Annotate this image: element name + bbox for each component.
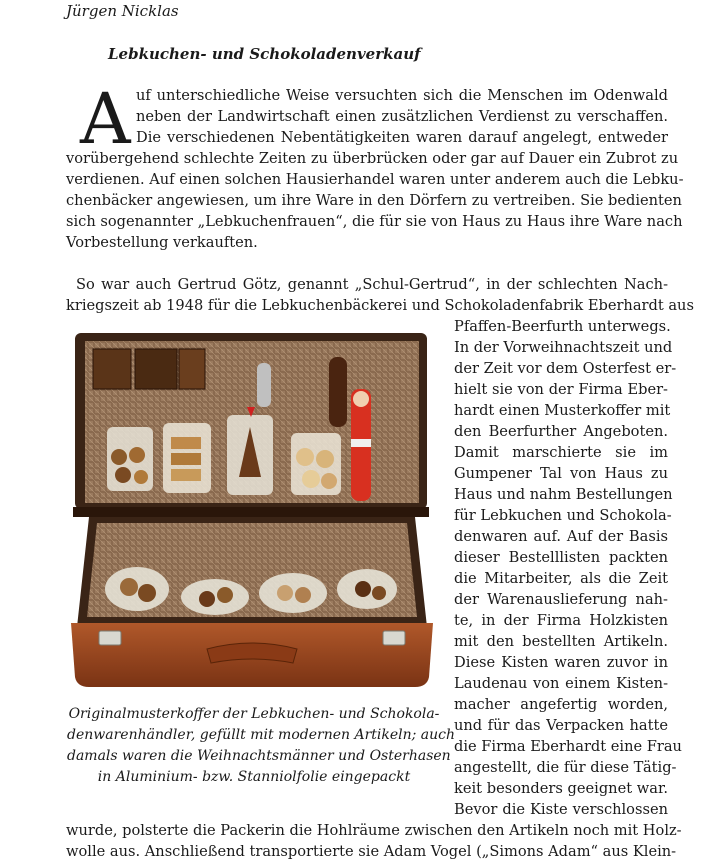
left-latch	[99, 631, 121, 645]
text-line: uf unterschiedliche Weise versuchten sich die Menschen im Odenwald	[136, 87, 668, 104]
text-line: hardt einen Musterkoffer mit	[454, 402, 671, 419]
text-line: für Lebkuchen und Schokola-	[454, 507, 672, 524]
text-line: vorübergehend schlechte Zeiten zu überbrücken oder gar auf Dauer ein Zubrot zu	[66, 150, 679, 167]
author-name: Jürgen Nicklas	[66, 2, 179, 20]
text-line: Diese Kisten waren zuvor in	[454, 654, 668, 671]
santa-figure	[351, 389, 371, 501]
text-line: dieser Bestelllisten packten	[454, 549, 668, 566]
text-line: die Firma Eberhardt eine Frau	[454, 738, 682, 755]
paragraph-continuation	[66, 820, 682, 862]
caption-line: damals waren die Weihnachtsmänner und Osterhasen	[67, 748, 451, 764]
text-line: keit besonders geeignet war.	[454, 780, 668, 797]
text-line: Laudenau von einem Kisten-	[454, 675, 668, 692]
text-line: die Mitarbeiter, als die Zeit	[454, 570, 668, 587]
cookie-bag-1	[107, 427, 153, 491]
chocolate-bar-1	[93, 349, 131, 389]
text-line: Gumpener Tal von Haus zu	[454, 465, 668, 482]
text-line: Bevor die Kiste verschlossen	[454, 801, 668, 818]
chocolate-bar-2	[135, 349, 177, 389]
text-line: hielt sie von der Firma Eber-	[454, 381, 668, 398]
text-line: te, in der Firma Holzkisten	[454, 612, 668, 629]
caption-line: denwarenhändler, gefüllt mit modernen Artikeln; auch	[67, 727, 456, 743]
text-line: denwaren auf. Auf der Basis	[454, 528, 668, 545]
text-line: mit den bestellten Artikeln.	[454, 633, 668, 650]
text-line: neben der Landwirtschaft einen zusätzlichen Verdienst zu verschaffen.	[136, 108, 668, 125]
text-line: kriegszeit ab 1948 für die Lebkuchenbäckerei und Schokoladenfabrik Eberhardt aus	[66, 297, 694, 314]
chocolate-bar-3	[179, 349, 205, 389]
suitcase-hinge	[73, 507, 429, 517]
text-line: angestellt, die für diese Tätig-	[454, 759, 677, 776]
article-title: Lebkuchen- und Schokoladenverkauf	[108, 45, 421, 63]
text-line: In der Vorweihnachtszeit und	[454, 339, 673, 356]
text-line: sich sogenannter „Lebkuchenfrauen“, die für sie von Haus zu Haus ihre Ware nach	[66, 213, 683, 230]
text-line: chenbäcker angewiesen, um ihre Ware in den Dörfern zu vertreiben. Sie bedienten	[66, 192, 682, 209]
cookie-bag-2	[163, 423, 211, 493]
cookie-bag-3	[291, 433, 341, 495]
caption-line: in Aluminium- bzw. Stanniolfolie eingepackt	[97, 769, 411, 785]
text-line: der Zeit vor dem Osterfest er-	[454, 360, 677, 377]
right-latch	[383, 631, 405, 645]
paragraph-1	[66, 78, 684, 253]
text-line: wurde, polsterte die Packerin die Hohlräume zwischen den Artikeln noch mit Holz-	[66, 822, 682, 839]
text-line: So war auch Gertrud Götz, genannt „Schul-Gertrud“, in der schlechten Nach-	[76, 276, 668, 293]
text-line: verdienen. Auf einen solchen Hausierhandel waren unter anderem auch die Lebku-	[66, 171, 684, 188]
suitcase-illustration	[67, 327, 437, 693]
figure-caption	[67, 704, 456, 788]
text-line: und für das Verpacken hatte	[454, 717, 668, 734]
drop-cap: A	[80, 78, 131, 160]
text-line: Damit marschierte sie im	[454, 444, 668, 461]
text-line: Die verschiedenen Nebentätigkeiten waren darauf angelegt, entweder	[136, 129, 668, 146]
text-line: Haus und nahm Bestellungen	[454, 486, 673, 503]
text-line: Vorbestellung verkauften.	[66, 234, 258, 251]
suitcase-photo	[67, 327, 437, 693]
text-line: der Warenauslieferung nah-	[454, 591, 668, 608]
text-line: wolle aus. Anschließend transportierte sie Adam Vogel („Simons Adam“ aus Klein-	[66, 843, 677, 860]
text-line: den Beerfurther Angeboten.	[454, 423, 668, 440]
paragraph-2	[66, 274, 694, 316]
text-line: Pfaffen-Beerfurth unterwegs.	[454, 318, 671, 335]
text-line: macher angefertig worden,	[454, 696, 668, 713]
santa-bag	[227, 407, 273, 495]
caption-line: Originalmusterkoffer der Lebkuchen- und Schokola-	[68, 706, 440, 722]
